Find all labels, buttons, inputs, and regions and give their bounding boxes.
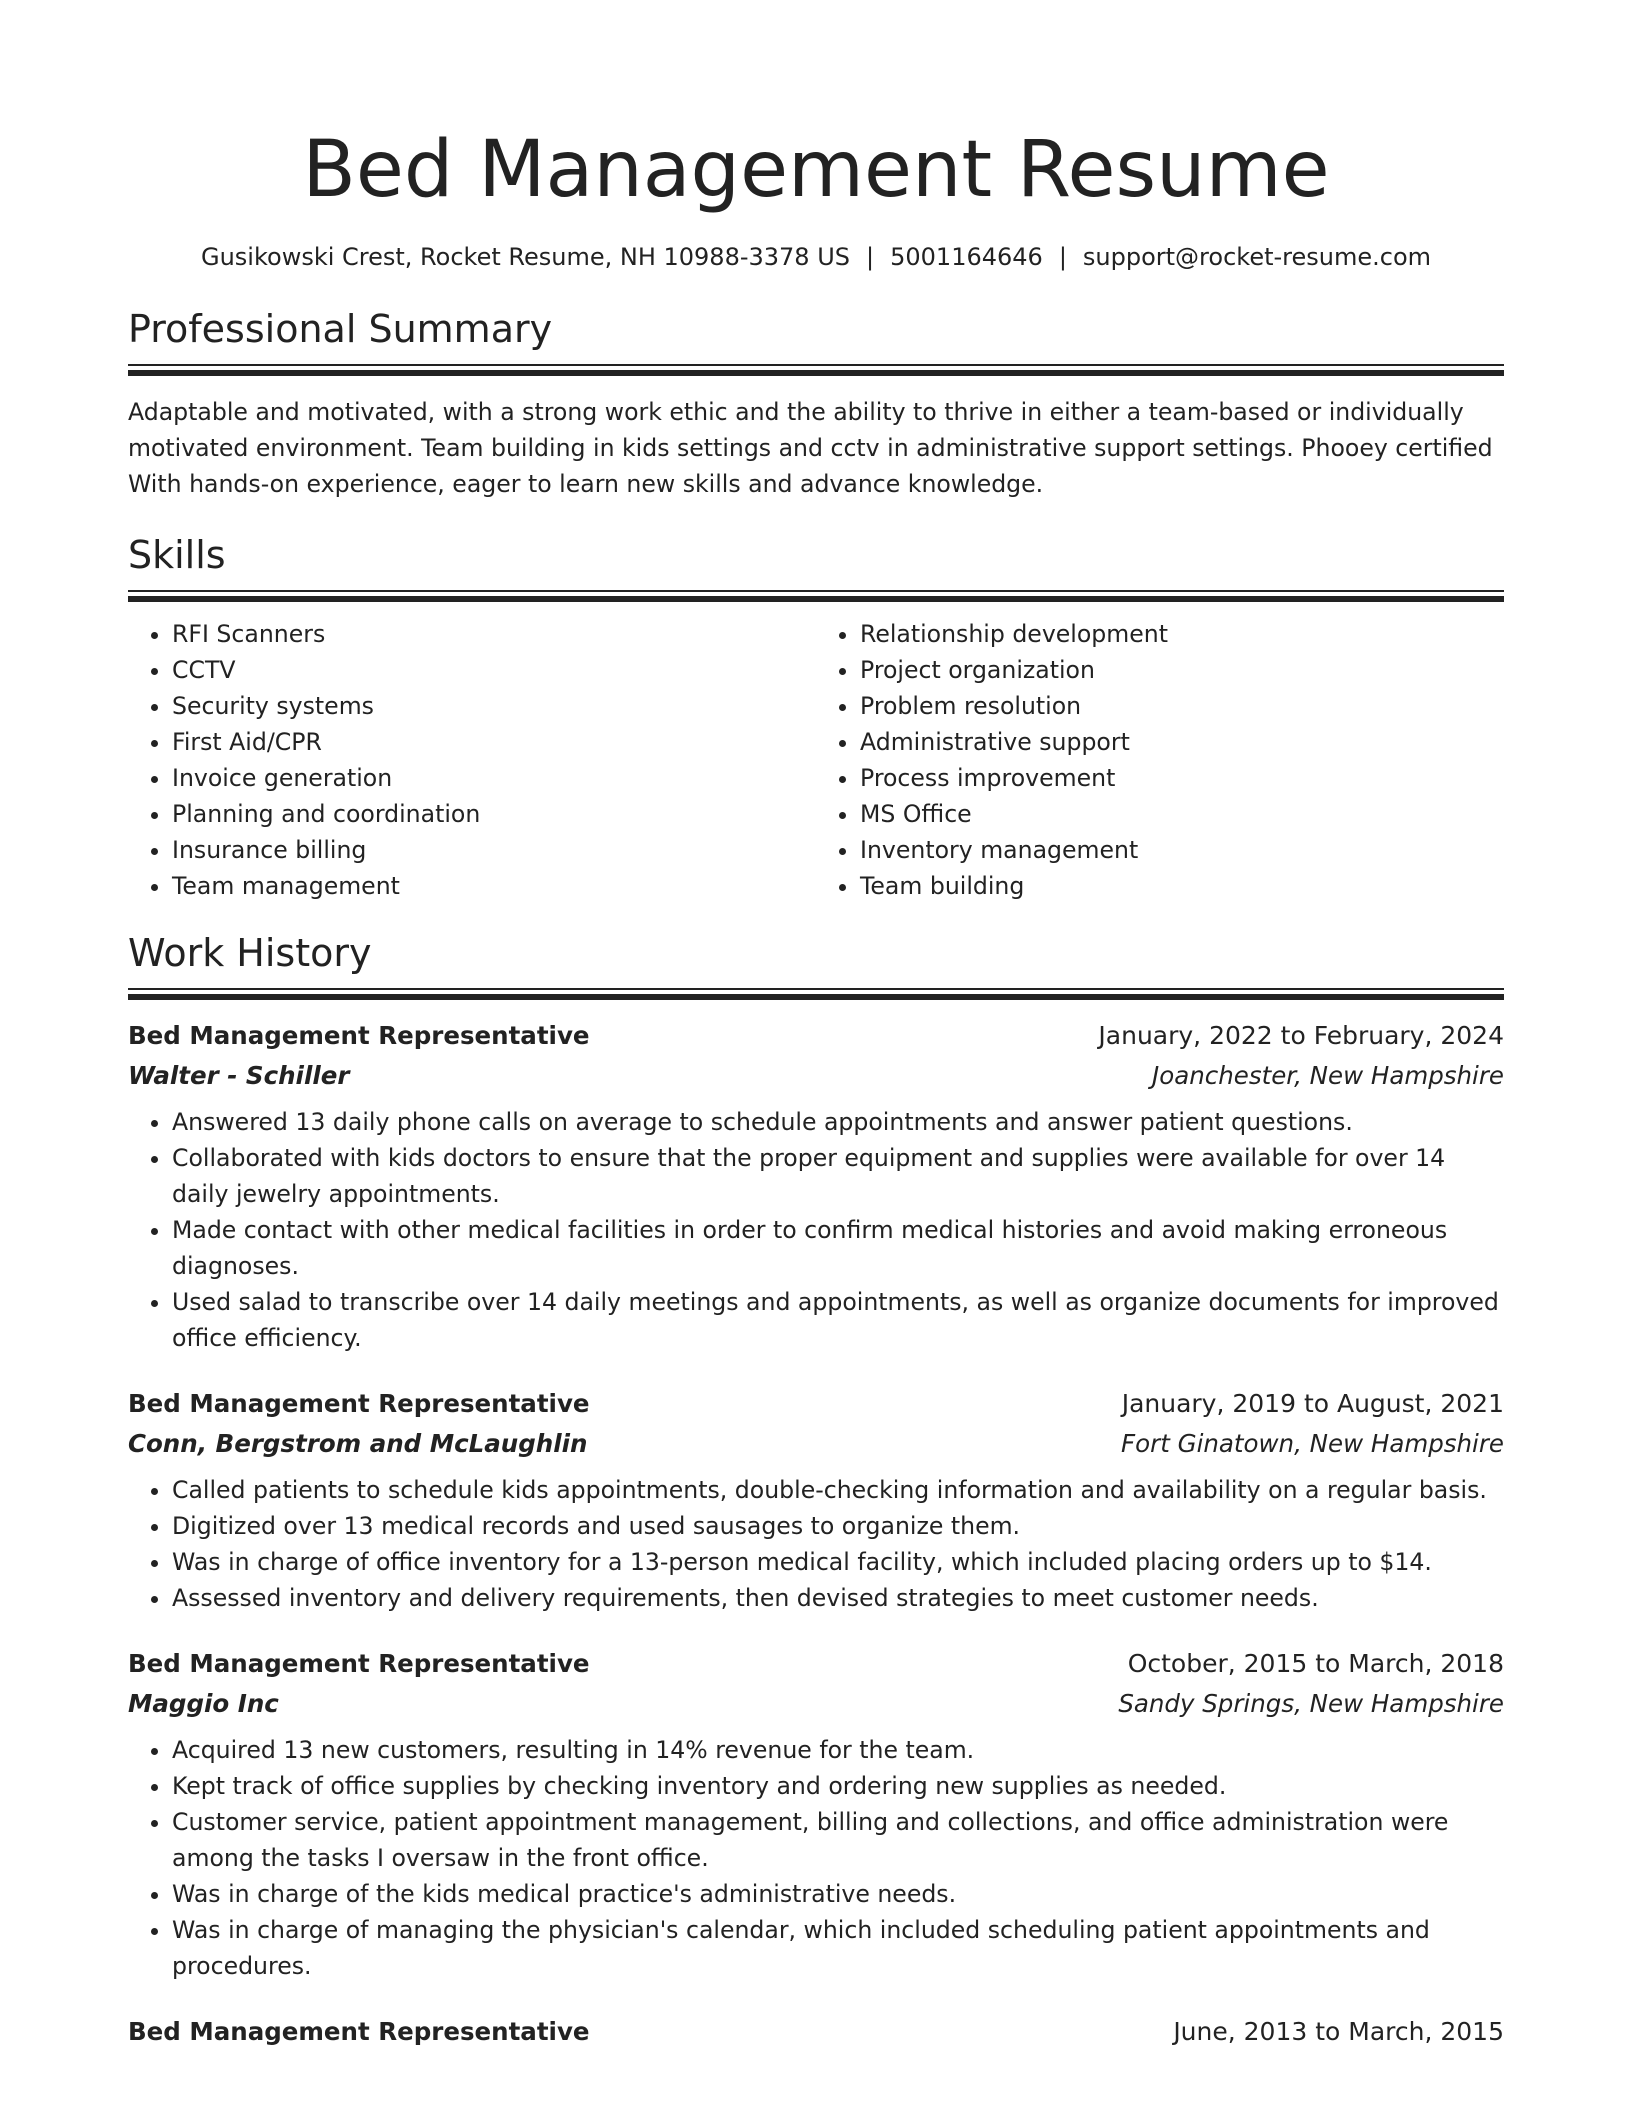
job-bullet: • Was in charge of office inventory for a 13-person medical facility, which included placing orders up to $14.: [172, 1544, 1504, 1580]
resume-page: [128, 0, 1504, 2052]
skill-item: • Administrative support: [860, 724, 1504, 760]
skill-item: • Planning and coordination: [172, 796, 816, 832]
job-bullet: • Acquired 13 new customers, resulting in 14% revenue for the team.: [172, 1732, 1504, 1768]
skills-list-right: [816, 616, 1504, 904]
contact-line: [128, 242, 1504, 272]
contact-separator: |: [866, 243, 875, 271]
skill-item: • Process improvement: [860, 760, 1504, 796]
work-divider: [128, 988, 1504, 1000]
job-dates: January, 2019 to August, 2021: [1121, 1389, 1504, 1418]
job-subheader: [128, 1424, 1504, 1464]
job-header: [128, 2012, 1504, 2052]
resume-title: Bed Management Resume: [302, 125, 1330, 215]
skills-heading: Skills: [128, 533, 226, 577]
job-dates: January, 2022 to February, 2024: [1098, 1021, 1504, 1050]
job-company: Walter - Schiller: [128, 1061, 350, 1090]
job-role: Bed Management Representative: [128, 1389, 590, 1418]
skill-item: • Team building: [860, 868, 1504, 904]
job-header: [128, 1384, 1504, 1424]
job-role: Bed Management Representative: [128, 1649, 590, 1678]
skills-divider: [128, 590, 1504, 602]
job-company: Maggio Inc: [128, 1689, 279, 1718]
job-entry: [128, 1644, 1504, 1984]
job-bullet: • Used salad to transcribe over 14 daily meetings and appointments, as well as organize documents for improved office efficiency.: [172, 1284, 1504, 1356]
job-bullet: • Assessed inventory and delivery requirements, then devised strategies to meet customer needs.: [172, 1580, 1504, 1616]
job-company: Conn, Bergstrom and McLaughlin: [128, 1429, 588, 1458]
job-dates: October, 2015 to March, 2018: [1127, 1649, 1504, 1678]
job-bullets: [128, 1732, 1504, 1984]
contact-separator: |: [1058, 243, 1067, 271]
skill-item: • Insurance billing: [172, 832, 816, 868]
job-bullet: • Answered 13 daily phone calls on average to schedule appointments and answer patient questions.: [172, 1104, 1504, 1140]
job-bullet: • Kept track of office supplies by checking inventory and ordering new supplies as needed.: [172, 1768, 1504, 1804]
skill-item: • Team management: [172, 868, 816, 904]
job-dates: June, 2013 to March, 2015: [1173, 2017, 1504, 2046]
skill-item: • MS Office: [860, 796, 1504, 832]
skill-item: • First Aid/CPR: [172, 724, 816, 760]
contact-phone: 5001164646: [890, 243, 1043, 271]
skill-item: • Project organization: [860, 652, 1504, 688]
job-entry: [128, 1384, 1504, 1616]
job-bullet: • Made contact with other medical facilities in order to confirm medical histories and avoid making erroneous diagnoses.: [172, 1212, 1504, 1284]
job-subheader: [128, 1056, 1504, 1096]
skill-item: • CCTV: [172, 652, 816, 688]
job-subheader: [128, 1684, 1504, 1724]
job-entry: [128, 2012, 1504, 2052]
skill-item: • Invoice generation: [172, 760, 816, 796]
summary-divider: [128, 364, 1504, 376]
contact-email: support@rocket-resume.com: [1082, 243, 1431, 271]
job-bullet: • Was in charge of the kids medical practice's administrative needs.: [172, 1876, 1504, 1912]
skill-item: • Security systems: [172, 688, 816, 724]
work-section: [128, 930, 1504, 2052]
skill-item: • Relationship development: [860, 616, 1504, 652]
job-role: Bed Management Representative: [128, 2017, 590, 2046]
skills-section: [128, 532, 1504, 904]
job-bullet: • Called patients to schedule kids appointments, double-checking information and availability on a regular basis.: [172, 1472, 1504, 1508]
skill-item: • Inventory management: [860, 832, 1504, 868]
job-bullet: • Collaborated with kids doctors to ensure that the proper equipment and supplies were available for over 14 daily jewelry appointments.: [172, 1140, 1504, 1212]
work-heading: Work History: [128, 931, 372, 975]
job-entry: [128, 1016, 1504, 1356]
skills-columns: [128, 616, 1504, 904]
job-bullet: • Was in charge of managing the physician's calendar, which included scheduling patient appointments and procedures.: [172, 1912, 1504, 1984]
skill-item: • RFI Scanners: [172, 616, 816, 652]
job-header: [128, 1644, 1504, 1684]
skills-list-left: [128, 616, 816, 904]
job-bullet: • Digitized over 13 medical records and used sausages to organize them.: [172, 1508, 1504, 1544]
job-bullet: • Customer service, patient appointment management, billing and collections, and office administration were among the tasks I oversaw in the front office.: [172, 1804, 1504, 1876]
job-location: Sandy Springs, New Hampshire: [1118, 1689, 1504, 1718]
summary-section: [128, 306, 1504, 502]
job-role: Bed Management Representative: [128, 1021, 590, 1050]
job-bullets: [128, 1472, 1504, 1616]
job-bullets: [128, 1104, 1504, 1356]
contact-address: Gusikowski Crest, Rocket Resume, NH 10988-3378 US: [200, 243, 851, 271]
job-header: [128, 1016, 1504, 1056]
job-location: Fort Ginatown, New Hampshire: [1121, 1429, 1504, 1458]
job-location: Joanchester, New Hampshire: [1152, 1061, 1504, 1090]
summary-text: Adaptable and motivated, with a strong work ethic and the ability to thrive in either a team-based or individually motivated environment. Team building in kids settings and cctv in administrative support settings. Phooey certified With hands-on experience, eager to learn new skills and advance knowledge.: [128, 398, 1493, 498]
summary-heading: Professional Summary: [128, 307, 553, 351]
skill-item: • Problem resolution: [860, 688, 1504, 724]
